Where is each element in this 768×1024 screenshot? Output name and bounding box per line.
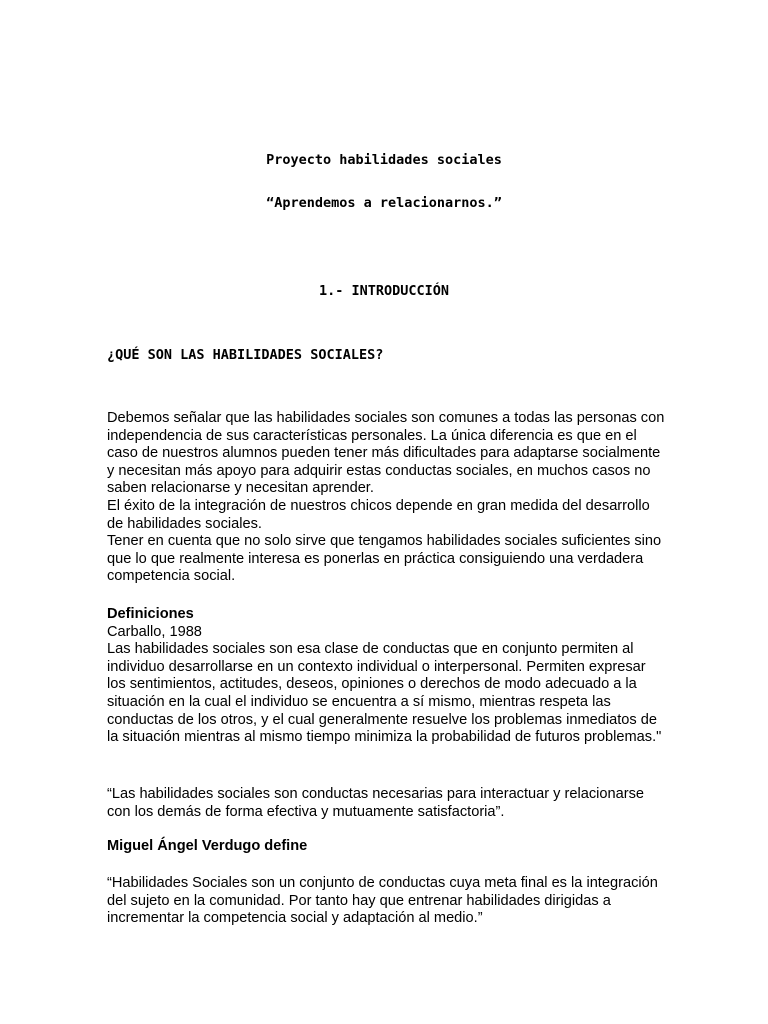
intro-paragraph: Debemos señalar que las habilidades sociales son comunes a todas las personas con independencia de sus características personales. La única diferencia es que en el caso de nuestros alumnos pueden tener más dificultades para adaptarse socialmente y necesitan más apoyo para adquirir estas conductas sociales, en muchos casos no saben relacionarse y necesitan aprender.: [107, 410, 665, 497]
intro-paragraph: Tener en cuenta que no solo sirve que tengamos habilidades sociales suficientes sino que lo que realmente interesa es ponerlas en práctica consiguiendo una verdadera competencia social.: [107, 533, 662, 585]
document-title: Proyecto habilidades sociales: [266, 152, 502, 168]
verdugo-section: [107, 838, 667, 856]
verdugo-heading: Miguel Ángel Verdugo define: [107, 838, 308, 854]
quote-paragraph: [107, 786, 667, 821]
definitions-section: [107, 606, 667, 747]
quote-paragraph-2: [107, 875, 667, 928]
section-heading: 1.- INTRODUCCIÓN: [318, 283, 450, 299]
definition-author: Carballo, 1988: [107, 623, 202, 640]
definitions-heading: Definiciones: [107, 606, 194, 622]
question-heading: ¿QUÉ SON LAS HABILIDADES SOCIALES?: [107, 347, 384, 363]
definition-text: Las habilidades sociales son esa clase de conductas que en conjunto permiten al individuo desarrollarse en un contexto individual o interpersonal. Permiten expresar los sentimientos, actitudes, deseos, opiniones o derechos de modo adecuado a la situación en la cual el individuo se encuentra a sí mismo, mientras respeta las conductas de los otros, y el cual generalmente resuelve los problemas inmediatos de la situación mientras al mismo tiempo minimiza la probabilidad de futuros problemas.": [107, 641, 662, 746]
document-subtitle: “Aprendemos a relacionarnos.”: [266, 195, 502, 211]
quote-text: “Las habilidades sociales son conductas necesarias para interactuar y relacionarse con los demás de forma efectiva y mutuamente satisfactoria”.: [107, 786, 645, 820]
intro-paragraph: El éxito de la integración de nuestros chicos depende en gran medida del desarrollo de habilidades sociales.: [107, 497, 650, 532]
intro-section: [107, 410, 667, 586]
quote-text-2: “Habilidades Sociales son un conjunto de conductas cuya meta final es la integración del sujeto en la comunidad. Por tanto hay que entrenar habilidades dirigidas a incrementar la competencia social y adaptación al medio.”: [107, 875, 658, 927]
